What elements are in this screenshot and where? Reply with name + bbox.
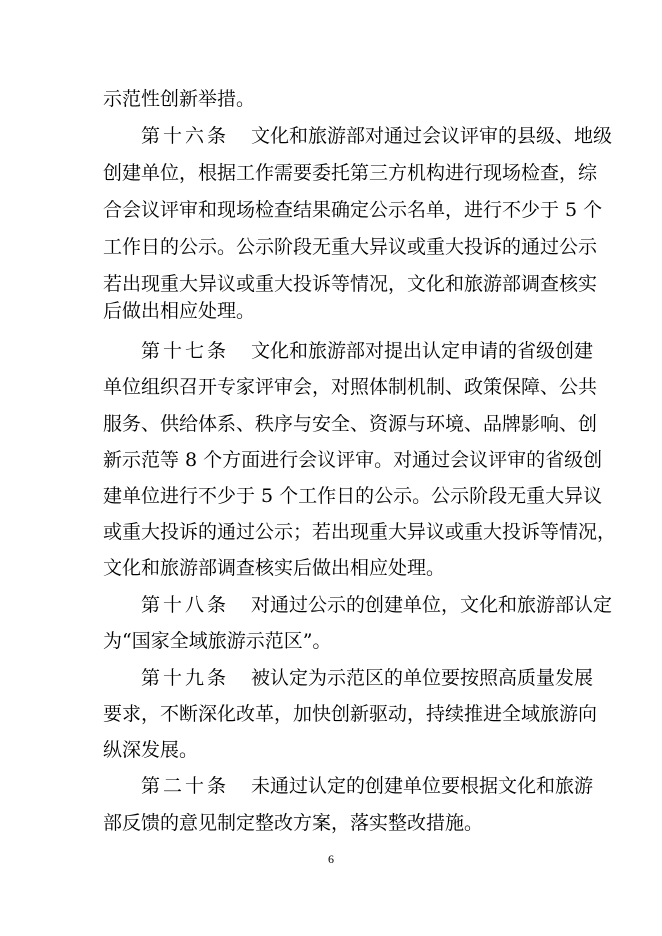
article-16-first-line: 第十六条 文化和旅游部对通过会议评审的县级、地级 [0, 124, 662, 148]
body-line: 单位组织召开专家评审会，对照体制机制、政策保障、公共 [103, 376, 598, 398]
page-number: 6 [328, 852, 334, 866]
body-line: 部反馈的意见制定整改方案，落实整改措施。 [103, 812, 484, 834]
body-line: 为“国家全域旅游示范区”。 [103, 630, 332, 652]
article-19-label: 第十九条 [141, 667, 230, 689]
body-line: 新示范等 8 个方面进行会议评审。对通过会议评审的省级创 [103, 449, 603, 471]
body-line: 或重大投诉的通过公示；若出现重大异议或重大投诉等情况， [103, 521, 617, 543]
body-line: 创建单位，根据工作需要委托第三方机构进行现场检查，综 [103, 162, 598, 184]
body-line: 后做出相应处理。 [103, 300, 256, 322]
article-20-first-line: 第二十条 未通过认定的创建单位要根据文化和旅游 [0, 774, 662, 798]
body-line: 要求，不断深化改革，加快创新驱动，持续推进全域旅游向 [103, 703, 598, 725]
article-19-first-line: 第十九条 被认定为示范区的单位要按照高质量发展 [0, 666, 662, 690]
body-line: 示范性创新举措。 [103, 88, 256, 110]
body-line: 服务、供给体系、秩序与安全、资源与环境、品牌影响、创 [103, 413, 598, 435]
article-18-label: 第十八条 [141, 594, 230, 616]
article-16-label: 第十六条 [141, 125, 230, 147]
body-line: 工作日的公示。公示阶段无重大异议或重大投诉的通过公示 [103, 236, 598, 258]
body-line: 合会议评审和现场检查结果确定公示名单，进行不少于 5 个 [103, 199, 603, 221]
body-line: 纵深发展。 [103, 739, 199, 761]
body-line: 建单位进行不少于 5 个工作日的公示。公示阶段无重大异议 [103, 485, 603, 507]
body-line: 文化和旅游部调查核实后做出相应处理。 [103, 557, 446, 579]
article-18-first-line: 第十八条 对通过公示的创建单位，文化和旅游部认定 [0, 593, 662, 617]
body-line: 若出现重大异议或重大投诉等情况，文化和旅游部调查核实 [103, 273, 598, 295]
article-17-first-line: 第十七条 文化和旅游部对提出认定申请的省级创建 [0, 339, 662, 363]
article-20-label: 第二十条 [141, 775, 230, 797]
article-17-label: 第十七条 [141, 340, 230, 362]
